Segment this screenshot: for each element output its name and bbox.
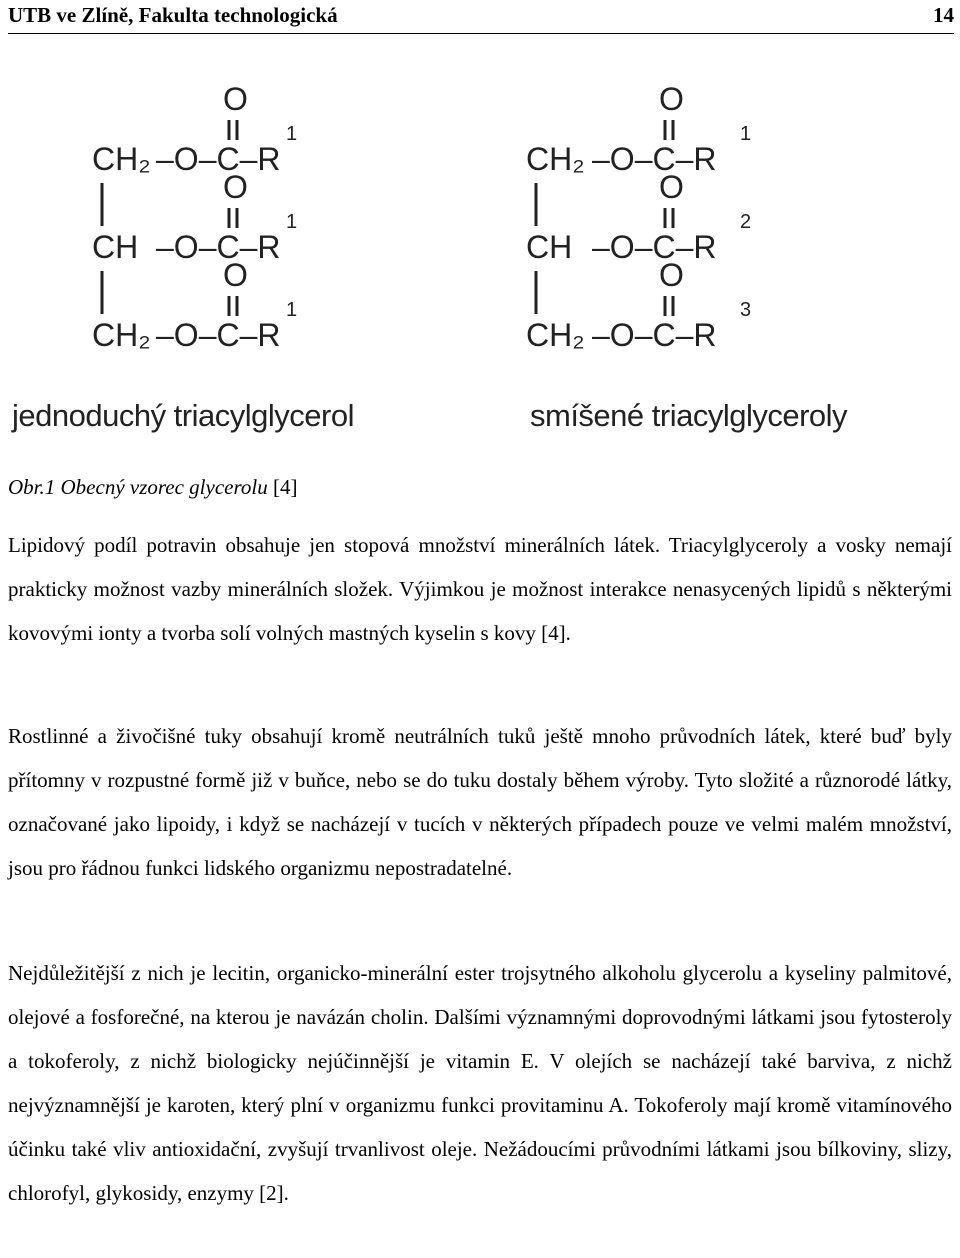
row1-group: CH₂ — [526, 141, 585, 177]
paragraph-3: Nejdůležitější z nich je lecitin, organicko-minerální ester trojsytného alkoholu glycerolu a kyseliny palmitové, olejové a fosforečné, na kterou je navázán cholin. Dalšími významnými doprovodnými látkami jsou fytosteroly a tokoferoly, z nichž biologicky nejúčinnější je vitamin E. V olejích se nacházejí také barviva, z nichž nejvýznamnější je karoten, který plní v organizmu funkci provitaminu A. Tokoferoly mají kromě vitamínového účinku také vliv antioxidační, zvyšují trvanlivost oleje. Nežádoucími průvodními látkami jsou bílkoviny, slizy, chlorofyl, glykosidy, enzymy [2]. — [8, 961, 952, 1205]
row2-sup: 1 — [286, 211, 298, 233]
page-header — [8, 0, 954, 34]
row3-sup: 3 — [740, 299, 752, 321]
row2-group: CH — [526, 229, 573, 265]
row1-sup: 1 — [286, 123, 298, 145]
figure-simple-triacylglycerol — [10, 78, 386, 448]
carbonyl-oxygen: O — [659, 81, 684, 117]
structure-simple-triacylglycerol — [10, 78, 386, 398]
figure-label: jednoduchý triacylglycerol — [12, 398, 354, 433]
carbonyl-oxygen: O — [223, 169, 248, 205]
page-number: 14 — [933, 3, 954, 27]
paragraph-1: Lipidový podíl potravin obsahuje jen stopová množství minerálních látek. Triacylglyceroly a vosky nemají prakticky možnost vazby minerálních složek. Výjimkou je možnost interakce nenasycených lipidů s některými kovovými ionty a tvorba solí volných mastných kyselin s kovy [4]. — [8, 533, 952, 645]
row1-ester: –O–C–R — [592, 141, 717, 177]
row3-group: CH₂ — [526, 317, 585, 353]
carbonyl-oxygen: O — [223, 257, 248, 293]
structure-mixed-triacylglycerols — [524, 78, 916, 398]
row3-ester: –O–C–R — [592, 317, 717, 353]
row2-ester: –O–C–R — [156, 229, 281, 265]
figure-label: smíšené triacylglyceroly — [530, 398, 848, 433]
figure-mixed-triacylglycerols — [524, 78, 916, 448]
paragraph-2: Rostlinné a živočišné tuky obsahují kromě neutrálních tuků ještě mnoho průvodních látek, které buď byly přítomny v rozpustné formě již v buňce, nebo se do tuku dostaly během výroby. Tyto složité a různorodé látky, označované jako lipoidy, i když se nacházejí v tucích v některých případech pouze ve velmi malém množství, jsou pro řádnou funkci lidského organizmu nepostradatelné. — [8, 724, 952, 880]
row2-group: CH — [92, 229, 139, 265]
row1-ester: –O–C–R — [156, 141, 281, 177]
row1-group: CH₂ — [92, 141, 151, 177]
carbonyl-oxygen: O — [659, 169, 684, 205]
row3-group: CH₂ — [92, 317, 151, 353]
row2-ester: –O–C–R — [592, 229, 717, 265]
row2-sup: 2 — [740, 211, 752, 233]
row1-sup: 1 — [740, 123, 752, 145]
carbonyl-oxygen: O — [223, 81, 248, 117]
institution-name: UTB ve Zlíně, Fakulta technologická — [8, 3, 338, 27]
caption-reference: [4] — [272, 475, 298, 499]
carbonyl-oxygen: O — [659, 257, 684, 293]
row3-ester: –O–C–R — [156, 317, 281, 353]
caption-text: Obr.1 Obecný vzorec glycerolu — [8, 475, 268, 499]
row3-sup: 1 — [286, 299, 298, 321]
figure-caption — [8, 475, 297, 500]
